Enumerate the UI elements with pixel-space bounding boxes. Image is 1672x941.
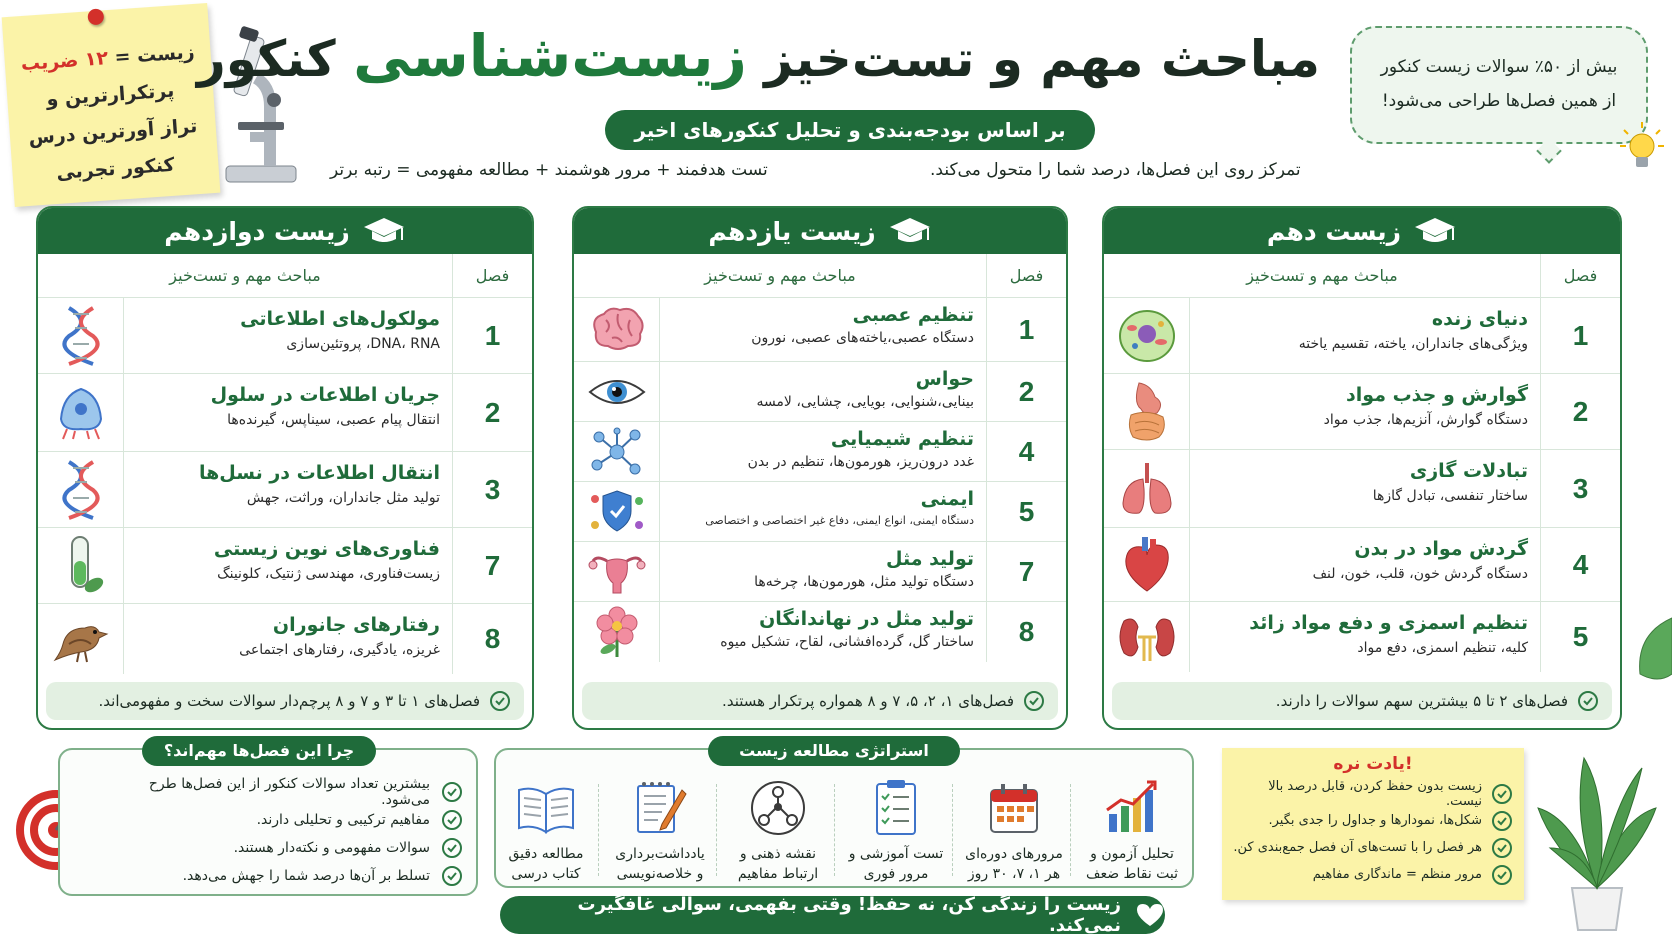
- topic-desc: دستگاه تولید مثل، هورمون‌ها، چرخه‌ها: [754, 574, 974, 590]
- speech-bubble: [1350, 26, 1648, 144]
- sticky-line4: کنکور تجربی: [55, 153, 176, 184]
- topic-desc: غدد درون‌ریز، هورمون‌ها، تنظیم در بدن: [747, 454, 974, 470]
- subtitle-badge: بر اساس بودجه‌بندی و تحلیل کنکورهای اخیر: [605, 110, 1095, 150]
- molecule-icon: [589, 427, 645, 477]
- topic-title: تنظیم شیمیایی: [830, 428, 974, 450]
- chapter-header: فصل: [452, 254, 532, 297]
- check-icon: [1024, 691, 1044, 711]
- table-row: [1104, 602, 1620, 672]
- sticky-note: [2, 3, 221, 207]
- kidney-icon: [1114, 611, 1180, 663]
- table-row: [38, 298, 532, 374]
- calendar-icon: [987, 782, 1041, 836]
- table-row: [38, 374, 532, 452]
- topic-desc: ساختار تنفسی، تبادل گازها: [1372, 488, 1528, 504]
- motto-text: زیست را زندگی کن، نه حفظ! وقتی بفهمی، سوالی غافگیرت نمی‌کند.: [577, 894, 1122, 936]
- reminder-note: [1222, 748, 1524, 900]
- uterus-icon: [587, 547, 647, 597]
- chapter-header: فصل: [986, 254, 1066, 297]
- strategy-item: یادداشت‌برداری و خلاصه‌نویسی: [604, 778, 716, 878]
- table-row: [574, 422, 1066, 482]
- grade11-panel: [572, 206, 1068, 730]
- graduation-cap-icon: [888, 216, 932, 246]
- check-icon: [442, 838, 462, 858]
- dna-icon: [61, 460, 101, 520]
- strategy-item: مطالعه دقیق کتاب درسی: [490, 778, 602, 878]
- topic-title: تولید مثل در نهاندانگان: [759, 608, 974, 630]
- notebook-icon: [632, 780, 688, 836]
- brain-icon: [588, 306, 646, 354]
- topic-title: گردش مواد در بدن: [1354, 538, 1528, 560]
- topic-title: فناوری‌های نوین زیستی: [213, 538, 440, 560]
- pin-icon: [87, 8, 104, 25]
- chapter-number: 5: [986, 482, 1066, 541]
- chapter-number: 1: [452, 298, 532, 373]
- bubble-line1: بیش از ۵۰٪ سوالات زیست کنکور: [1380, 57, 1618, 77]
- topic-desc: ویژگی‌های جانداران، یاخته، تقسیم یاخته: [1298, 336, 1528, 352]
- lungs-icon: [1117, 459, 1177, 519]
- grade12-footer-text: فصل‌های ۱ تا ۳ و ۷ و ۸ پرچم‌دار سوالات سخت و مفهومی‌اند.: [98, 692, 480, 710]
- topic-title: حواس: [915, 368, 974, 390]
- chart-icon: [1103, 780, 1161, 836]
- dna-icon: [61, 306, 101, 366]
- chapter-number: 7: [986, 542, 1066, 601]
- bubble-line2: از همین فصل‌ها طراحی می‌شود!: [1381, 91, 1617, 111]
- grade11-title: زیست یازدهم: [708, 216, 876, 246]
- check-icon: [1492, 811, 1512, 831]
- plant-icon: [1532, 738, 1662, 934]
- topic-title: دنیای زنده: [1431, 308, 1528, 330]
- chapter-number: 4: [1540, 528, 1620, 601]
- table-row: [574, 362, 1066, 422]
- strategy-item: مرورهای دوره‌ای هر ۱، ۷، ۳۰ روز: [958, 778, 1070, 878]
- topic-title: انتقال اطلاعات در نسل‌ها: [198, 462, 440, 484]
- table-row: [38, 604, 532, 674]
- bird-icon: [53, 614, 109, 664]
- topic-title: تنظیم اسمزی و دفع مواد زائد: [1249, 612, 1528, 634]
- heart-outline-icon: [1135, 902, 1165, 928]
- list-item: هر فصل را با تست‌های آن فصل جمع‌بندی کن.: [1232, 834, 1512, 861]
- stomach-icon: [1121, 379, 1173, 445]
- book-icon: [515, 784, 577, 836]
- table-row: [38, 528, 532, 604]
- grade10-footer: [1112, 682, 1612, 720]
- chapter-number: 1: [986, 298, 1066, 361]
- grade10-title: زیست دهم: [1266, 216, 1402, 246]
- topics-header: مباحث مهم و تست‌خیز: [704, 266, 856, 285]
- list-item: مفاهیم ترکیبی و تحلیلی دارند.: [120, 806, 462, 834]
- cell-icon: [1117, 308, 1177, 364]
- graduation-cap-icon: [1413, 216, 1457, 246]
- check-icon: [442, 810, 462, 830]
- grade12-title: زیست دوازدهم: [164, 216, 350, 246]
- tagline-formula: تست هدفمند + مرور هوشمند + مطالعه مفهومی = رتبه برتر: [330, 160, 768, 180]
- motto-bar: [500, 896, 1165, 934]
- chapter-header: فصل: [1540, 254, 1620, 297]
- flower-icon: [592, 605, 642, 659]
- grade10-footer-text: فصل‌های ۲ تا ۵ بیشترین سهم سوالات را دارند.: [1275, 692, 1568, 710]
- table-row: [38, 452, 532, 528]
- check-icon: [490, 691, 510, 711]
- chapter-number: 2: [452, 374, 532, 451]
- topic-desc: غریزه، یادگیری، رفتارهای اجتماعی: [239, 642, 440, 658]
- sticky-line3: تراز آورترین درس: [27, 115, 198, 149]
- list-item: زیست بدون حفظ کردن، قابل درصد بالا نیست.: [1232, 780, 1512, 807]
- strategy-panel: [494, 741, 1194, 888]
- topic-desc: کلیه، تنظیم اسمزی، دفع مواد: [1357, 640, 1528, 656]
- check-icon: [1578, 691, 1598, 711]
- chapter-number: 4: [986, 422, 1066, 481]
- table-row: [574, 298, 1066, 362]
- table-row: [1104, 528, 1620, 602]
- chapter-number: 5: [1540, 602, 1620, 672]
- chapter-number: 2: [1540, 374, 1620, 449]
- grade10-header: [1104, 208, 1620, 254]
- cell-structure-icon: [53, 385, 109, 441]
- grade12-panel: [36, 206, 534, 730]
- topic-desc: تولید مثل جانداران، وراثت، جهش: [246, 490, 440, 506]
- chapter-number: 3: [1540, 450, 1620, 527]
- grade12-footer: [46, 682, 524, 720]
- grade11-footer-text: فصل‌های ۱، ۲، ۵، ۷ و ۸ همواره پرتکرار هستند.: [722, 692, 1014, 710]
- strategy-item: تست آموزشی و مرور فوری: [840, 778, 952, 878]
- why-title: چرا این فصل‌ها مهم‌اند؟: [142, 736, 376, 766]
- sticky-line1: زیست =: [113, 41, 196, 69]
- shield-icon: [587, 487, 647, 537]
- strategy-item: تحلیل آزمون و ثبت نقاط ضعف: [1076, 778, 1188, 878]
- list-item: تسلط بر آن‌ها درصد شما را جهش می‌دهد.: [120, 862, 462, 890]
- chapter-number: 3: [452, 452, 532, 527]
- why-panel: [58, 741, 478, 896]
- topic-title: تولید مثل: [885, 548, 974, 570]
- topic-title: تبادلات گازی: [1409, 460, 1528, 482]
- sticky-line2: پرتکرارترین و: [45, 79, 175, 111]
- strategy-item: نقشه ذهنی و ارتباط مفاهیم: [722, 778, 834, 878]
- table-row: [574, 542, 1066, 602]
- topic-desc: DNA، RNA، پروتئین‌سازی: [286, 336, 440, 352]
- topic-title: جریان اطلاعات در سلول: [210, 384, 440, 406]
- checklist-icon: [873, 780, 919, 836]
- strategy-title: استراتژی مطالعه زیست: [708, 736, 960, 766]
- test-tube-icon: [56, 535, 106, 597]
- lightbulb-icon: [1618, 120, 1666, 176]
- chapter-number: 1: [1540, 298, 1620, 373]
- topic-desc: زیست‌فناوری، مهندسی ژنتیک، کلونینگ: [217, 566, 440, 582]
- check-icon: [1492, 838, 1512, 858]
- sticky-line1-red: ۱۲ ضریب: [20, 47, 109, 76]
- grade11-header: [574, 208, 1066, 254]
- eye-icon: [588, 376, 646, 408]
- list-item: سوالات مفهومی و نکته‌دار هستند.: [120, 834, 462, 862]
- tagline-focus: تمرکز روی این فصل‌ها، درصد شما را متحول می‌کند.: [930, 160, 1301, 180]
- check-icon: [1492, 865, 1512, 885]
- topic-desc: دستگاه گوارش، آنزیم‌ها، جذب مواد: [1323, 412, 1528, 428]
- chapter-number: 7: [452, 528, 532, 603]
- topic-desc: بینایی،شنوایی، بویایی، چشایی، لامسه: [756, 394, 974, 410]
- table-row: [1104, 450, 1620, 528]
- list-item: مرور منظم = ماندگاری مفاهیم: [1232, 861, 1512, 888]
- grade10-panel: [1102, 206, 1622, 730]
- chapter-number: 8: [452, 604, 532, 674]
- title-accent: زیست‌شناسی: [353, 22, 747, 90]
- graduation-cap-icon: [362, 216, 406, 246]
- chapter-number: 8: [986, 602, 1066, 662]
- topic-desc: دستگاه گردش خون، قلب، خون، لنف: [1312, 566, 1528, 582]
- topic-title: مولکول‌های اطلاعاتی: [240, 308, 440, 330]
- heart-icon: [1120, 535, 1174, 595]
- table-row: [1104, 298, 1620, 374]
- topic-title: ایمنی: [920, 488, 974, 510]
- leaf-icon: [1634, 614, 1672, 698]
- table-row: [574, 602, 1066, 662]
- reminder-title: یادت نره!: [1333, 754, 1413, 774]
- grade11-footer: [582, 682, 1058, 720]
- topic-desc: انتقال پیام عصبی، سیناپس، گیرنده‌ها: [227, 412, 440, 428]
- table-row: [574, 482, 1066, 542]
- topics-header: مباحث مهم و تست‌خیز: [169, 266, 321, 285]
- check-icon: [1492, 784, 1512, 804]
- mindmap-icon: [750, 780, 806, 836]
- topic-desc: دستگاه عصبی،یاخته‌های عصبی، نورون: [751, 330, 974, 346]
- list-item: شکل‌ها، نمودارها و جداول را جدی بگیر.: [1232, 807, 1512, 834]
- topic-title: رفتارهای جانوران: [272, 614, 440, 636]
- topics-header: مباحث مهم و تست‌خیز: [1246, 266, 1398, 285]
- chapter-number: 2: [986, 362, 1066, 421]
- check-icon: [442, 782, 462, 802]
- topic-title: تنظیم عصبی: [852, 304, 974, 326]
- page-title: [196, 22, 1320, 90]
- check-icon: [442, 866, 462, 886]
- list-item: بیشترین تعداد سوالات کنکور از این فصل‌ها طرح می‌شود.: [120, 778, 462, 806]
- table-row: [1104, 374, 1620, 450]
- title-part2: کنکور: [196, 30, 336, 88]
- title-part1: مباحث مهم و تست‌خیز: [764, 30, 1320, 88]
- topic-title: گوارش و جذب مواد: [1346, 384, 1528, 406]
- grade12-header: [38, 208, 532, 254]
- topic-desc: دستگاه ایمنی، انواع ایمنی، دفاع غیر اختصاصی و اختصاصی: [705, 514, 974, 527]
- topic-desc: ساختار گل، گرده‌افشانی، لقاح، تشکیل میوه: [720, 634, 974, 650]
